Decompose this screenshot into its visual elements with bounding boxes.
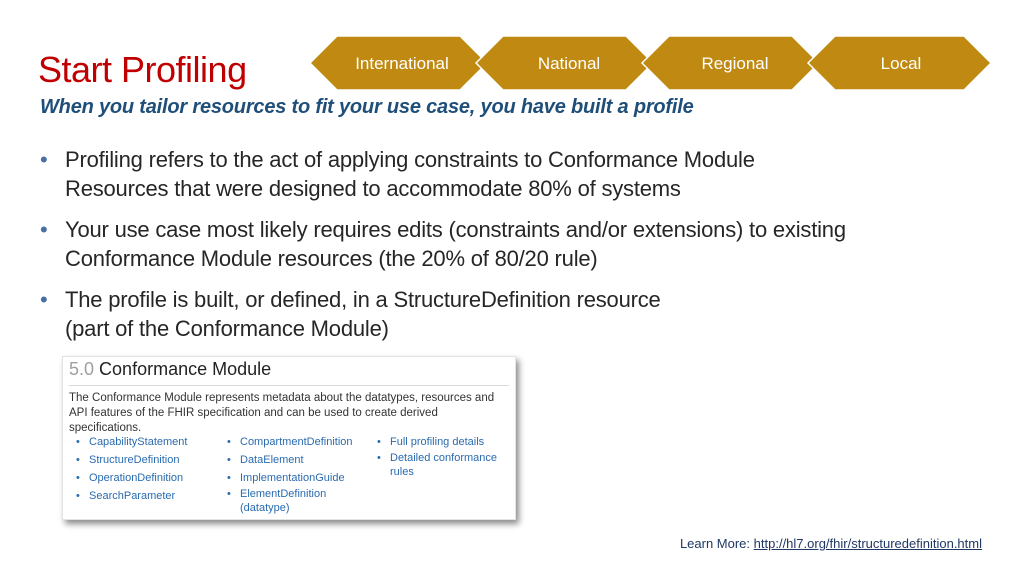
arrow-regional [642, 36, 819, 90]
slide-subtitle: When you tailor resources to fit your use case, you have built a profile [40, 96, 694, 118]
bullet-icon: • [227, 488, 231, 500]
bullet-icon: • [40, 287, 48, 312]
module-number: 5.0 [69, 359, 95, 379]
module-link[interactable]: • OperationDefinition [75, 469, 187, 487]
module-title: Conformance Module [99, 359, 272, 379]
module-link[interactable]: • StructureDefinition [75, 451, 187, 469]
module-links-column-2 [226, 433, 353, 519]
bullet-icon: • [40, 147, 48, 172]
bullet-icon: • [227, 454, 231, 466]
bullet-line: (part of the Conformance Module) [65, 316, 389, 341]
arrow-label-international: International [355, 54, 449, 73]
module-description: The Conformance Module represents metadata about the datatypes, resources and API features of the FHIR specification and can be used to create derived specifications. [69, 392, 495, 434]
arrow-international [310, 36, 487, 90]
slide-title: Start Profiling [38, 49, 247, 90]
bullet-line: The profile is built, or defined, in a StructureDefinition resource [65, 287, 661, 312]
bullet-icon: • [76, 436, 80, 448]
bullet-line: Profiling refers to the act of applying constraints to Conformance Module [65, 147, 755, 172]
module-link[interactable]: • SearchParameter [75, 487, 187, 505]
module-link[interactable]: • CapabilityStatement [75, 433, 187, 451]
bullet-icon: • [76, 454, 80, 466]
conformance-module-screenshot [62, 356, 516, 520]
module-heading [69, 359, 271, 380]
arrow-label-regional: Regional [701, 54, 769, 73]
module-link[interactable]: • ElementDefinition (datatype) [227, 488, 327, 514]
arrow-label-national: National [537, 54, 601, 73]
bullet-item [40, 215, 1000, 273]
learn-more [680, 536, 982, 551]
learn-more-label: Learn More: [679, 536, 751, 551]
module-links-column-1 [75, 433, 187, 505]
module-link[interactable]: • ImplementationGuide [226, 469, 353, 487]
bullet-list [40, 145, 1000, 355]
bullet-line: Your use case most likely requires edits (constraints and/or extensions) to existing [65, 217, 846, 242]
bullet-icon: • [227, 436, 231, 448]
bullet-icon: • [377, 436, 381, 448]
bullet-line: Resources that were designed to accommodate 80% of systems [65, 176, 681, 201]
bullet-line: Conformance Module resources (the 20% of 80/20 rule) [65, 246, 598, 271]
arrow-label-local: Local [880, 54, 922, 73]
bullet-icon: • [76, 472, 80, 484]
arrow-local [808, 36, 991, 90]
module-link[interactable]: • Detailed conformance rules [377, 452, 498, 478]
module-link[interactable]: • CompartmentDefinition [226, 433, 353, 451]
module-link[interactable]: • DataElement [226, 451, 353, 469]
module-divider [69, 385, 509, 386]
structure-definition-link[interactable]: http://hl7.org/fhir/structuredefinition.html [753, 536, 982, 551]
bullet-item [40, 285, 1000, 343]
bullet-icon: • [227, 472, 231, 484]
module-link[interactable]: • Full profiling details [376, 433, 497, 451]
bullet-icon: • [76, 490, 80, 502]
scope-arrow-bar [310, 36, 992, 90]
bullet-item [40, 145, 1000, 203]
bullet-icon: • [377, 452, 381, 464]
module-links-column-3 [376, 433, 497, 483]
arrow-national [476, 36, 653, 90]
bullet-icon: • [40, 217, 48, 242]
